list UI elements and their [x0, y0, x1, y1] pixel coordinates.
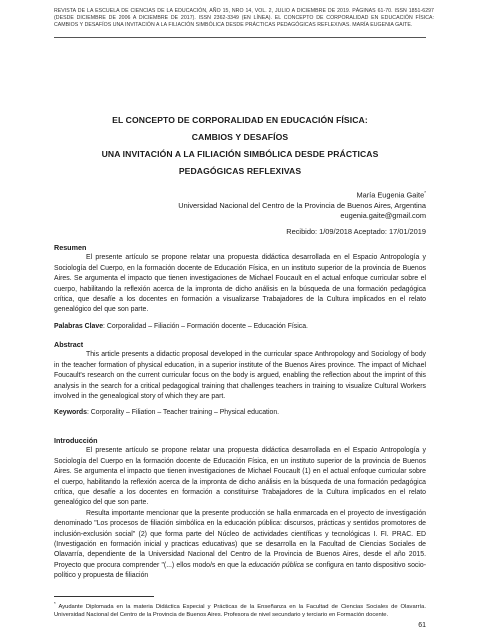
abstract-text: This article presents a didactic proposal developed in the curricular space Anthropology and Sociology of body in the teacher formation of physical education, in a superior institute of the Buenos Aires province. The impact of Michael Foucault's research on the current curricular focus on the body is argued, enabling the reflection about the imprint of this analysis in the search for a critical pedagogical training that challenges teachers in training to visualize Cultural Workers involved in the genealogical story of which they are part. [54, 351, 426, 401]
footnote [54, 600, 426, 619]
author-email: eugenia.gaite@gmail.com [340, 211, 426, 221]
title-line: CAMBIOS Y DESAFÍOS [191, 132, 289, 142]
resumen-heading: Resumen [54, 243, 87, 252]
introduccion-paragraph-2: Resulta importante mencionar que la presente producción se halla enmarcada en el proyecto de investigación denominado "Los procesos de filiación simbólica en la educación pública: discursos, prácticas y sentidos promotores de inclusión-exclusión social" (2) que forma parte del Núcleo de actividades científicas y tecnológicas I. FI. PRAC. ED (Investigación en formación inicial y practicas educativas) que se desarrolla en la Facultad de Ciencias Sociales de Olavarría, dependiente de la Universidad Nacional del Centro de la Provincia de Buenos Aires, desde el año 2015. Proyecto que procura comprender "(...) ellos modo/s en que la educación pública se configura en tanto dispositivo socio-político y propuesta de filiación [54, 509, 426, 580]
title-line: EL CONCEPTO DE CORPORALIDAD EN EDUCACIÓN FÍSICA: [112, 115, 368, 125]
header-divider [54, 37, 426, 38]
author-name: María Eugenia Gaite [356, 190, 425, 200]
running-header: REVISTA DE LA ESCUELA DE CIENCIAS DE LA EDUCACIÓN, AÑO 15, NRO 14, VOL. 2, JULIO A DICIEMBRE DE 2019. PÁGINAS 61-70. ISSN 1851-6297 (DESDE DICIEMBRE DE 2006 A DICIEMBRE DE 2017). ISSN 2362-3349 (EN LÍNEA). EL CONCEPTO DE CORPORALIDAD EN EDUCACIÓN FÍSICA: CAMBIOS Y DESAFÍOS UNA INVITACIÓN A LA FILIACIÓN SIMBÓLICA DESDE PRÁCTICAS PEDAGÓGICAS REFLEXIVAS. MARÍA EUGENIA GAITE. [54, 8, 434, 28]
footnote-text: Ayudante Diplomada en la materia Didáctica Especial y Prácticas de la Enseñanza en la Facultad de Ciencias Sociales de Olavarría. Universidad Nacional del Centro de la Provincia de Buenos Aires. Profesora de nivel secundario y terciario en Formación docente. [54, 603, 426, 618]
page-number: 61 [418, 622, 426, 629]
resumen-section [54, 243, 426, 316]
footnote-marker: * [54, 601, 56, 606]
introduccion-paragraph-1: El presente artículo se propone relatar una propuesta didáctica desarrollada en el Espacio Antropología y Sociología del Cuerpo en la formación docente de Educación Física, en un instituto superior de la provincia de Buenos Aires. Se argumenta el impacto que tienen investigaciones de Michael Foucault (1) en el actual enfoque curricular sobre el cuerpo, habilitando la reflexión acerca de la impronta de dicho análisis en la búsqueda de una formación pedagógica crítica, que desafíe a los docentes en formación a constituirse Trabajadores de la Cultura implicados en el relato genealógico del que son parte. [54, 447, 426, 507]
keywords-section [54, 408, 426, 418]
resumen-text: El presente artículo se propone relatar una propuesta didáctica desarrollada en el Espacio Antropología y Sociología del Cuerpo, en la formación docente de Educación Física, en un instituto superior de la provincia de Buenos Aires. Se argumenta el impacto que tienen investigaciones de Michael Foucault en el actual enfoque curricular sobre el cuerpo, habilitando la reflexión acerca de la impronta de dicho análisis en la búsqueda de una formación pedagógica crítica, que desafíe a los docentes en formación a visualizarse Trabajadores de la Cultura implicados en el relato genealógico del que son parte. [54, 254, 426, 314]
palabras-clave-label: Palabras Clave [54, 323, 104, 330]
abstract-section [54, 340, 426, 402]
palabras-clave-section [54, 322, 426, 332]
footnote-divider [54, 596, 154, 597]
keywords-text: : Corporality – Filiation – Teacher training – Physical education. [86, 409, 280, 416]
author-name-line [54, 188, 426, 201]
author-affiliation: Universidad Nacional del Centro de la Provincia de Buenos Aires, Argentina [178, 200, 426, 210]
abstract-heading: Abstract [54, 340, 84, 349]
introduccion-section [54, 436, 426, 582]
author-footnote-marker: * [424, 190, 426, 195]
author-block [54, 188, 426, 222]
received-accepted-dates: Recibido: 1/09/2018 Aceptado: 17/01/2019 [286, 227, 426, 236]
keywords-label: Keywords [54, 409, 87, 416]
italic-term: educación pública [248, 561, 304, 569]
introduccion-heading: Introducción [54, 436, 98, 445]
title-line: UNA INVITACIÓN A LA FILIACIÓN SIMBÓLICA DESDE PRÁCTICAS [101, 149, 379, 159]
title-line: PEDAGÓGICAS REFLEXIVAS [178, 166, 302, 176]
article-title [54, 112, 426, 180]
palabras-clave-text: : Corporalidad – Filiación – Formación docente – Educación Física. [103, 323, 308, 330]
